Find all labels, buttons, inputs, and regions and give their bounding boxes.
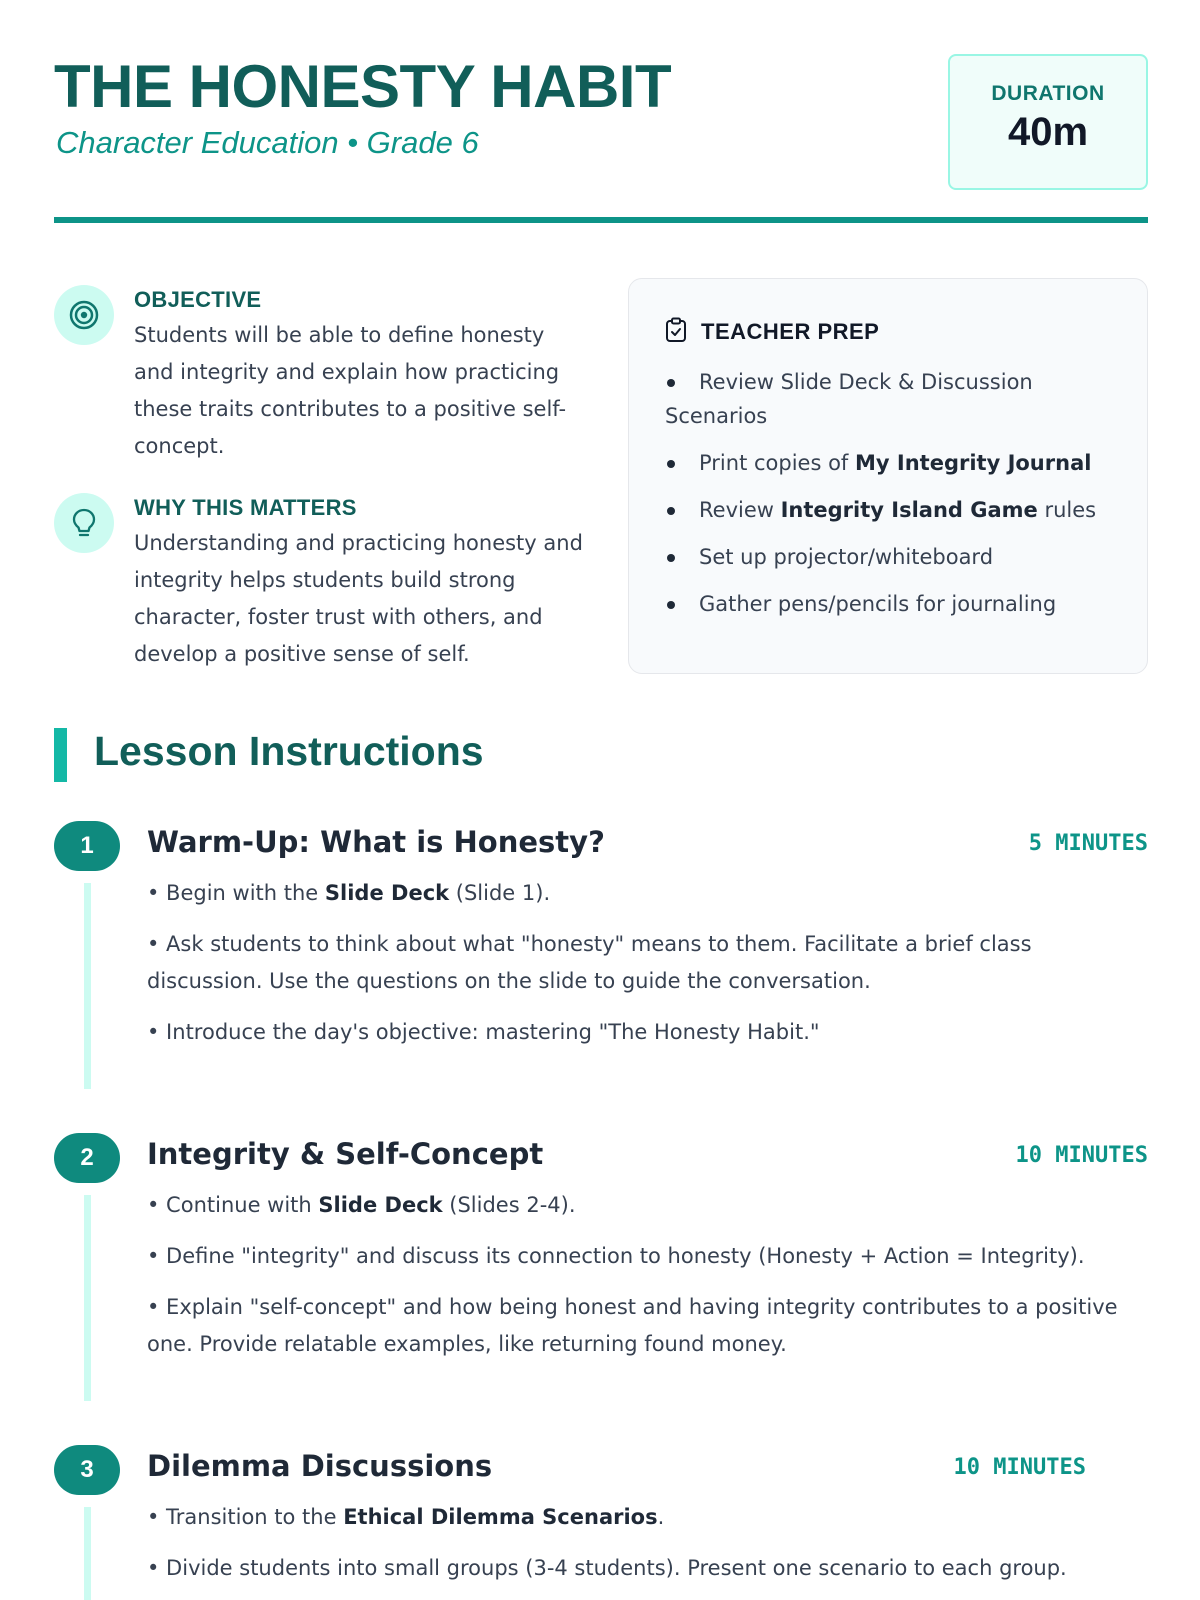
step-bullet: • Transition to the Ethical Dilemma Scenarios. [147,1505,665,1529]
lesson-step-3 [54,1445,1148,1600]
section-accent-bar [54,728,67,782]
step-bullet: • Divide students into small groups (3-4 students). Present one scenario to each group. [147,1556,1067,1580]
step-bullet: • Define "integrity" and discuss its connection to honesty (Honesty + Action = Integrity). [147,1244,1085,1268]
step-body [147,875,1147,1065]
duration-label: DURATION [991,82,1105,105]
lesson-step-1 [54,821,1148,1101]
lesson-step-2 [54,1133,1148,1413]
step-number-badge: 3 [54,1445,120,1495]
prep-item: Set up projector/whiteboard [665,540,1125,574]
why-text: Understanding and practicing honesty and integrity helps students build strong character, foster trust with others, and develop a positive sense of self. [134,531,583,666]
objective-block [54,285,584,465]
prep-item: Print copies of My Integrity Journal [665,446,1125,480]
step-body [147,1499,1147,1600]
step-timeline-line [84,1507,91,1600]
step-timeline-line [84,883,91,1089]
prep-item: Review Integrity Island Game rules [665,493,1125,527]
header-divider [54,217,1148,223]
step-bullet: • Continue with Slide Deck (Slides 2-4). [147,1193,576,1217]
step-timeline-line [84,1195,91,1401]
step-title: Integrity & Self-Concept [147,1137,544,1171]
step-bullet: • Explain "self-concept" and how being honest and having integrity contributes to a positive one. Provide relatable examples, like returning found money. [147,1295,1118,1356]
teacher-prep-list [665,365,1125,634]
objective-text: Students will be able to define honesty and integrity and explain how practicing these traits contributes to a positive self-concept. [134,323,567,458]
teacher-prep-title: TEACHER PREP [701,319,880,344]
step-duration: 5 MINUTES [1028,831,1148,856]
lightbulb-icon [54,493,114,553]
teacher-prep-header [665,317,879,347]
duration-box [948,54,1148,190]
section-title: Lesson Instructions [94,728,484,774]
step-bullet: • Introduce the day's objective: mastering "The Honesty Habit." [147,1020,820,1044]
lesson-title: THE HONESTY HABIT [54,53,672,120]
duration-value: 40m [1007,110,1089,154]
lesson-plan-page [54,0,1148,1600]
clipboard-check-icon [665,317,687,347]
step-number-badge: 1 [54,821,120,871]
why-heading: WHY THIS MATTERS [134,495,357,520]
prep-item: Gather pens/pencils for journaling [665,587,1125,621]
prep-item: Review Slide Deck & Discussion Scenarios [665,365,1125,433]
target-icon [54,285,114,345]
step-bullet: • Ask students to think about what "honesty" means to them. Facilitate a brief class discussion. Use the questions on the slide to guide the conversation. [147,932,1032,993]
lesson-subtitle: Character Education • Grade 6 [56,125,479,160]
objective-heading: OBJECTIVE [134,287,262,312]
step-title: Warm-Up: What is Honesty? [147,825,605,859]
step-number-badge: 2 [54,1133,120,1183]
step-body [147,1187,1147,1377]
step-duration: 10 MINUTES [1015,1143,1148,1168]
step-duration: 10 MINUTES [953,1455,1086,1480]
step-bullet: • Begin with the Slide Deck (Slide 1). [147,881,551,905]
why-block [54,493,584,673]
teacher-prep-card [628,278,1148,674]
step-title: Dilemma Discussions [147,1449,493,1483]
